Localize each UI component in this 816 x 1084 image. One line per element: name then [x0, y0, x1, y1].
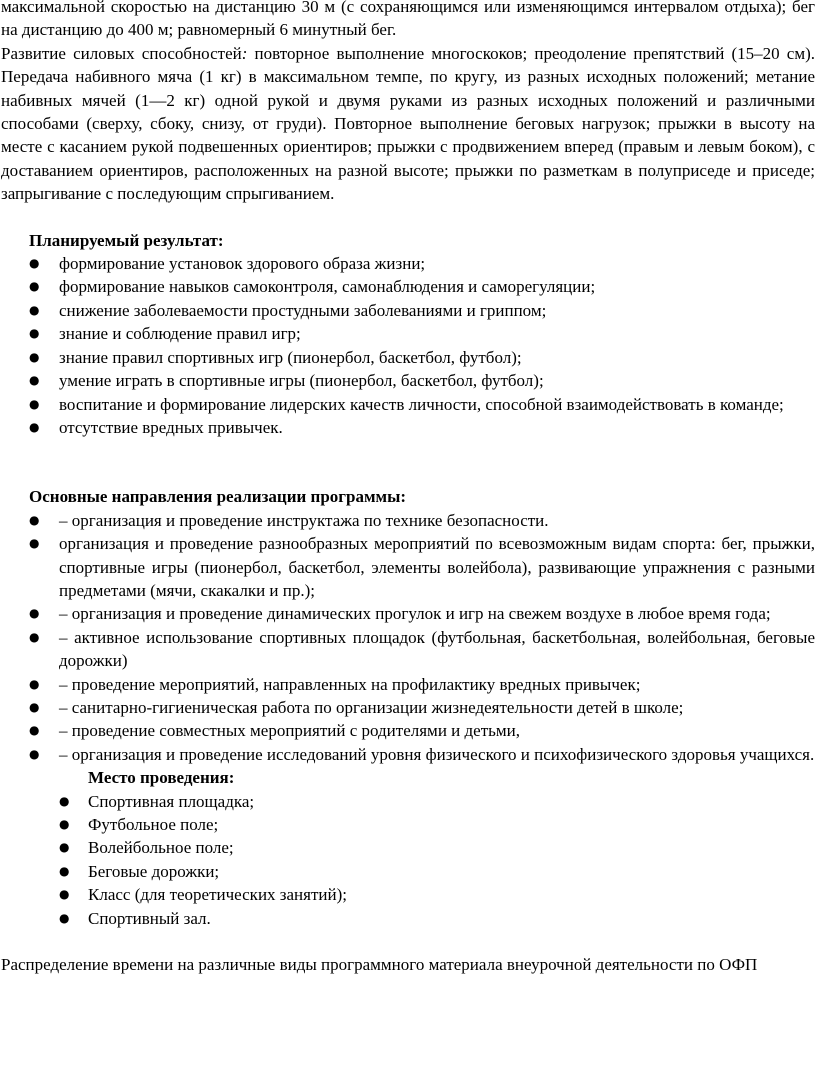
bullet-dot-icon: ● [29, 606, 40, 621]
bullet-dot-icon: ● [29, 302, 40, 317]
strength-label: Развитие силовых способностей [1, 43, 242, 63]
list-item: ● – проведение мероприятий, направленных на профилактику вредных привычек; [0, 673, 816, 696]
bullet-dot-icon: ● [29, 629, 40, 644]
bullet-dot-icon: ● [29, 279, 40, 294]
directions-list [0, 509, 816, 766]
venue-list [0, 790, 816, 930]
list-item: ● Волейбольное поле; [0, 836, 816, 859]
list-item: ● знание и соблюдение правил игр; [0, 322, 816, 345]
bullet-dot-icon: ● [29, 699, 40, 714]
strength-text: повторное выполнение многоскоков; преодоление препятствий (15–20 см). Передача набивного мяча (1 кг) в максимальном темпе, по кругу, из разных исходных положений; метание набивных мячей (1—2 кг) одной рукой и двумя руками из разных исходных положений и различными способами (сверху, сбоку, снизу, от груди). Повторное выполнение беговых нагрузок; прыжки в высоту на месте с касанием рукой подвешенных ориентиров; прыжки с продвижением вперед (правым и левым боком), с доставанием ориентиров, расположенных на разной высоте; прыжки по разметкам в полуприседе и приседе; запрыгивание с последующим спрыгиванием. [1, 43, 815, 204]
bullet-dot-icon: ● [59, 863, 70, 878]
list-item: ● Футбольное поле; [0, 813, 816, 836]
strength-colon: : [241, 43, 248, 63]
bullet-dot-icon: ● [29, 256, 40, 271]
bullet-dot-icon: ● [29, 723, 40, 738]
bullet-dot-icon: ● [29, 676, 40, 691]
bullet-dot-icon: ● [29, 326, 40, 341]
results-heading: Планируемый результат: [29, 230, 224, 250]
list-item: ● Спортивный зал. [0, 907, 816, 930]
bullet-dot-icon: ● [59, 887, 70, 902]
footer-paragraph: Распределение времени на различные виды программного материала внеурочной деятельности по ОФП [1, 955, 758, 975]
results-list [0, 252, 816, 439]
bullet-dot-icon: ● [59, 817, 70, 831]
bullet-dot-icon: ● [59, 793, 70, 808]
strength-paragraph [0, 42, 816, 206]
list-item: ● – организация и проведение динамических прогулок и игр на свежем воздухе в любое время года; [0, 602, 816, 625]
list-item: ● отсутствие вредных привычек. [0, 416, 816, 439]
bullet-dot-icon: ● [29, 373, 40, 388]
list-item: ● – организация и проведение исследований уровня физического и психофизического здоровья учащихся. [0, 743, 816, 766]
bullet-dot-icon: ● [59, 910, 70, 925]
list-item: ● – активное использование спортивных площадок (футбольная, баскетбольная, волейбольная, беговые дорожки) [29, 627, 815, 671]
venue-heading: Место проведения: [88, 768, 235, 788]
list-item: ● – проведение совместных мероприятий с родителями и детьми, [0, 719, 816, 742]
bullet-dot-icon: ● [29, 536, 40, 551]
list-item: ● формирование установок здорового образа жизни; [0, 252, 816, 275]
bullet-dot-icon: ● [59, 840, 70, 855]
list-item: ● воспитание и формирование лидерских качеств личности, способной взаимодействовать в команде; [0, 393, 816, 416]
list-item: ● снижение заболеваемости простудными заболеваниями и гриппом; [0, 299, 816, 322]
list-item: ● организация и проведение разнообразных мероприятий по всевозможным видам спорта: бег, прыжки, спортивные игры (пионербол, баскетбол, элементы волейбола), развивающие упражнения с разными предметами (мячи, скакалки и пр.); [29, 534, 815, 600]
directions-heading: Основные направления реализации программы: [29, 487, 407, 507]
list-item: ● Спортивная площадка; [0, 790, 816, 813]
list-item: ● Класс (для теоретических занятий); [0, 883, 816, 906]
list-item: ● умение играть в спортивные игры (пионербол, баскетбол, футбол); [0, 369, 816, 392]
list-item: ● формирование навыков самоконтроля, самонаблюдения и саморегуляции; [0, 275, 816, 298]
bullet-dot-icon: ● [29, 419, 40, 434]
intro-paragraph: максимальной скоростью на дистанцию 30 м (с сохраняющимся или изменяющимся интервалом отдыха); бег на дистанцию до 400 м; равномерный 6 минутный бег. [1, 0, 815, 40]
bullet-dot-icon: ● [29, 349, 40, 364]
list-item: ● Беговые дорожки; [0, 860, 816, 883]
list-item: ● знание правил спортивных игр (пионербол, баскетбол, футбол); [0, 346, 816, 369]
bullet-dot-icon: ● [29, 512, 40, 527]
list-item: ● – санитарно-гигиеническая работа по организации жизнедеятельности детей в школе; [0, 696, 816, 719]
bullet-dot-icon: ● [29, 746, 40, 761]
list-item: ● – организация и проведение инструктажа по технике безопасности. [0, 509, 816, 532]
bullet-dot-icon: ● [29, 396, 40, 411]
